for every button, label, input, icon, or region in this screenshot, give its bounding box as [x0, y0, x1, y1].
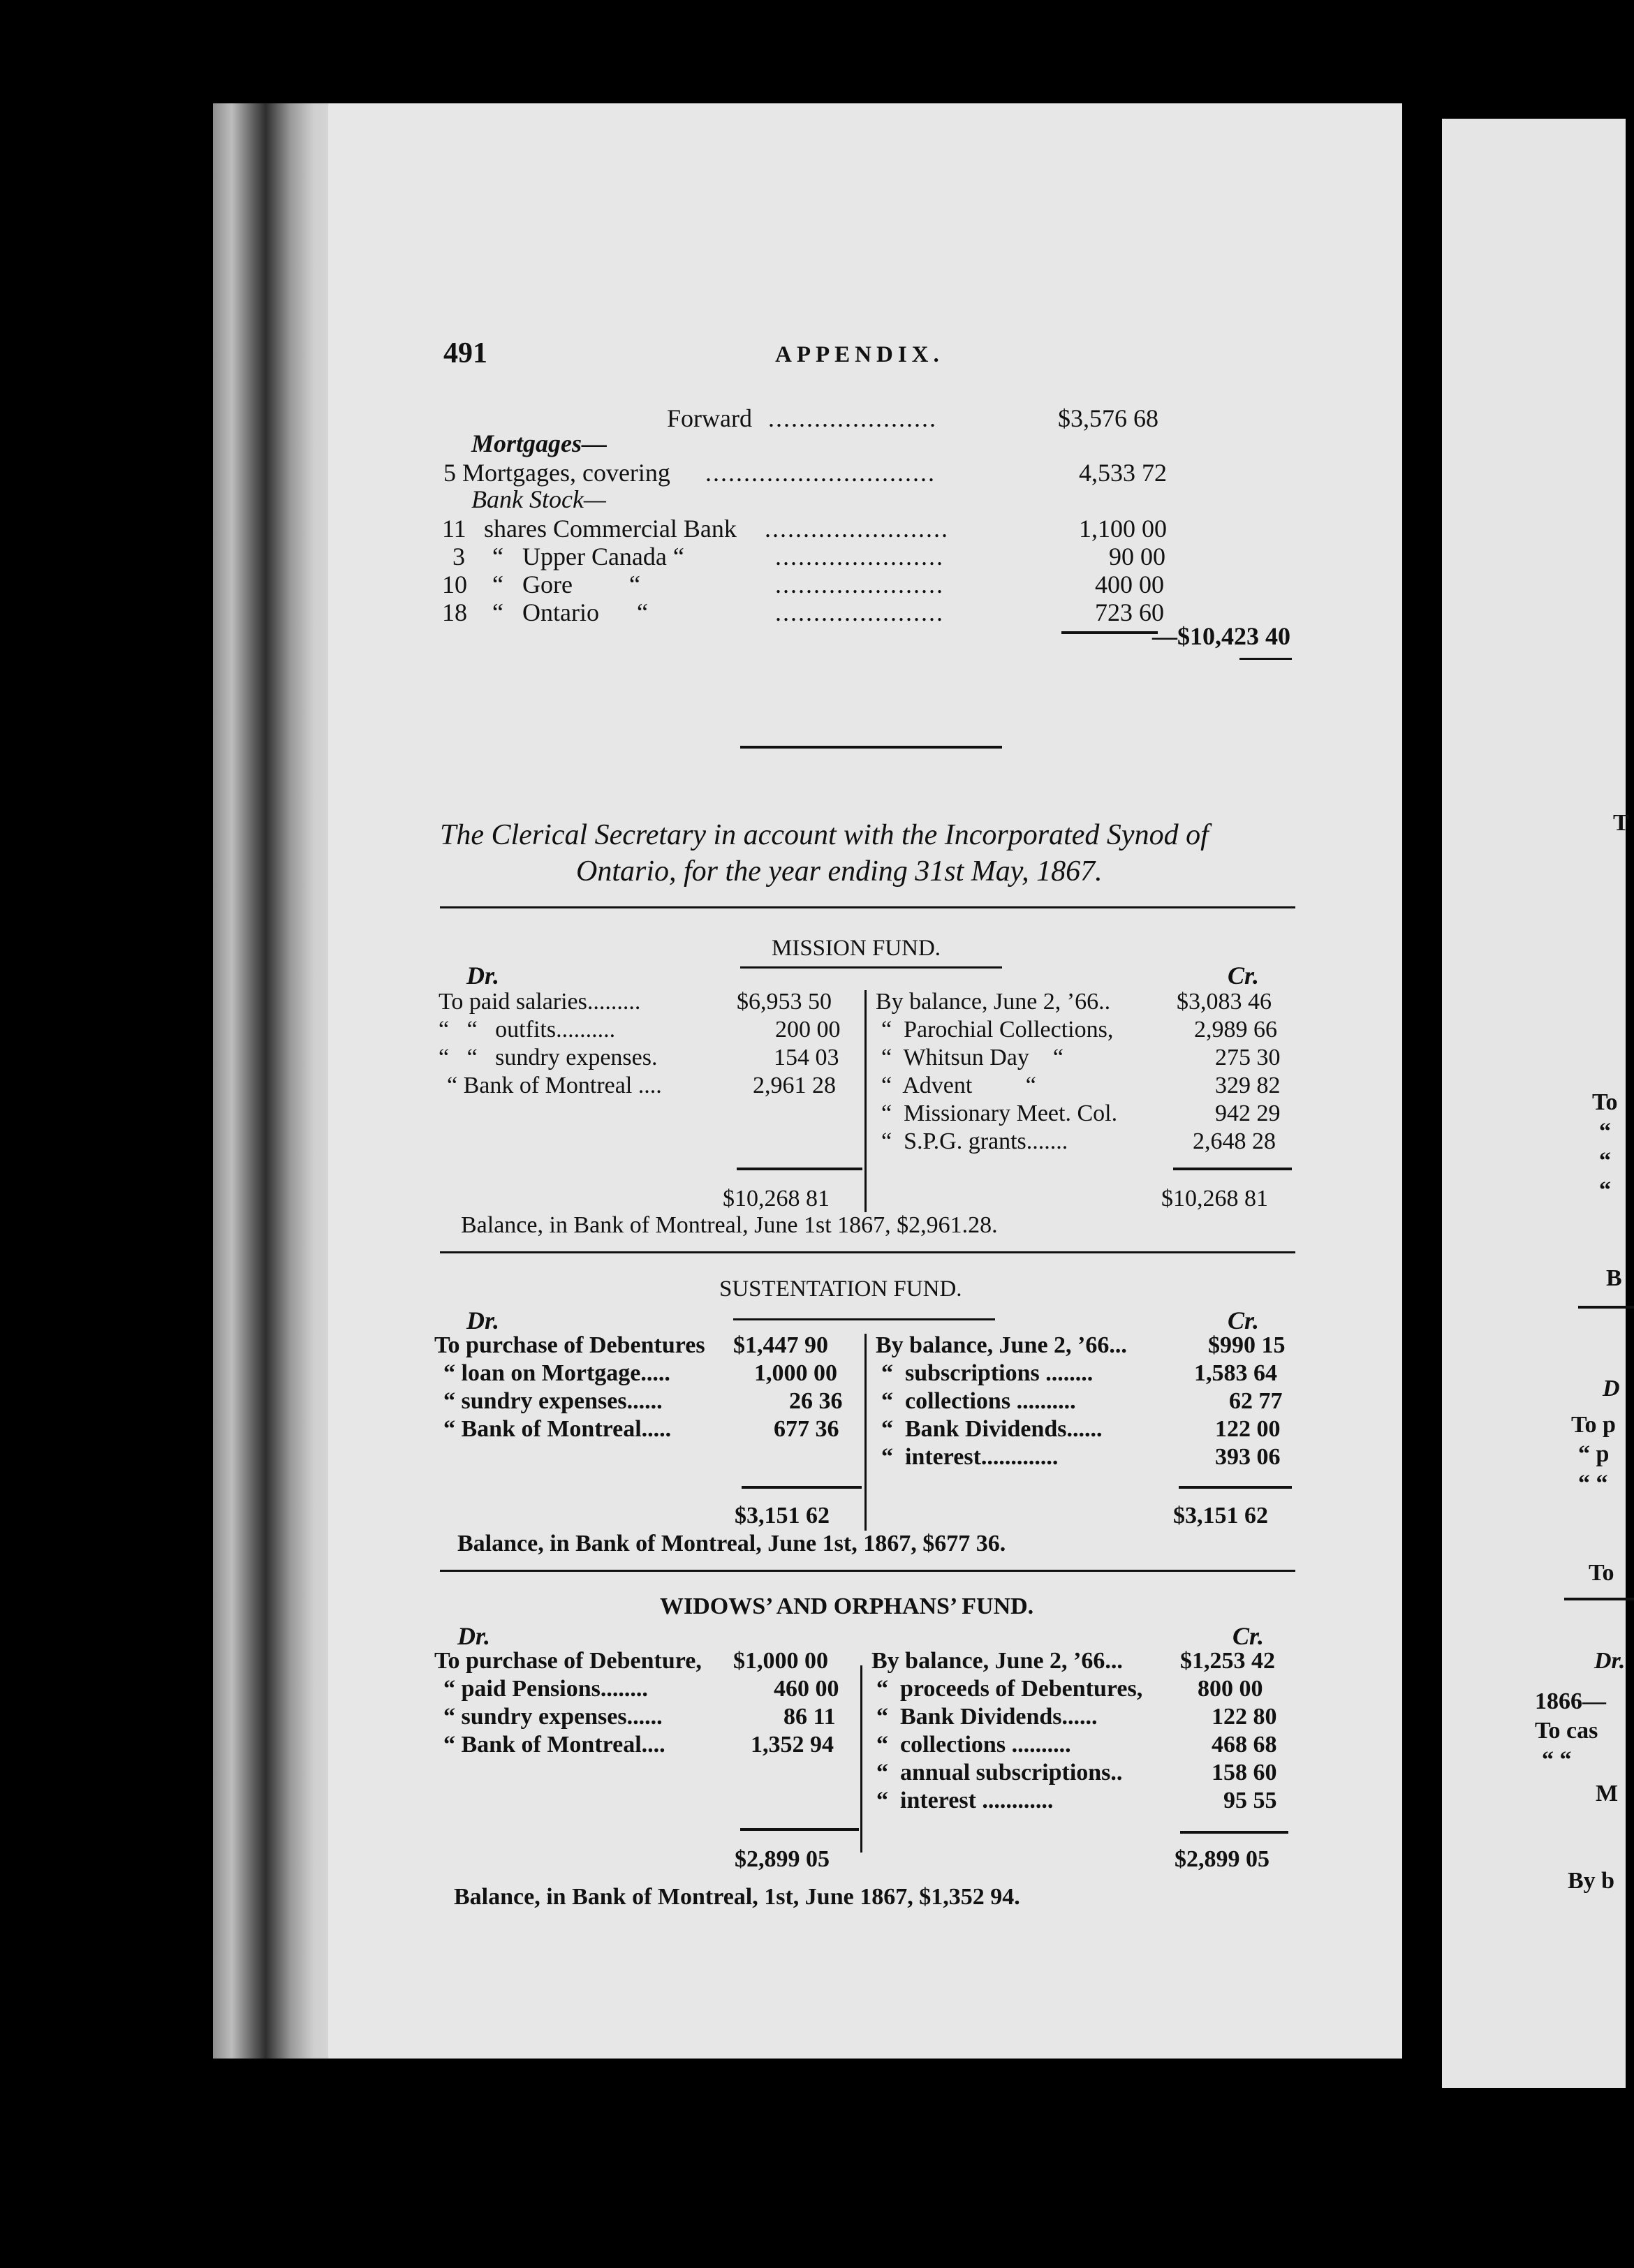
credit-amount: 2,648 28 [1193, 1128, 1276, 1154]
facing-fragment: “ [1599, 1119, 1611, 1144]
debit-amount: 154 03 [774, 1045, 839, 1070]
credit-amount: 2,989 66 [1194, 1017, 1277, 1043]
credit-amount: 62 77 [1229, 1388, 1283, 1414]
debit-label: “ loan on Mortgage..... [443, 1360, 670, 1386]
credit-label: “ S.P.G. grants....... [881, 1128, 1068, 1154]
credit-amount: 942 29 [1215, 1100, 1281, 1126]
credit-amount: 95 55 [1223, 1788, 1277, 1813]
book-spine [213, 103, 339, 2059]
facing-fragment: To [1589, 1560, 1614, 1586]
facing-fragment: By b [1568, 1868, 1615, 1894]
facing-fragment: M [1596, 1781, 1619, 1806]
credit-label: “ Whitsun Day “ [881, 1045, 1063, 1070]
debit-amount: 677 36 [774, 1416, 839, 1442]
mortgages-line-label: 5 Mortgages, covering [443, 459, 670, 487]
share-desc: “ Upper Canada “ [492, 543, 684, 570]
debit-label: “ paid Pensions........ [443, 1676, 648, 1702]
total-dr: $10,268 81 [723, 1186, 830, 1212]
credit-label: By balance, June 2, ’66... [876, 1332, 1127, 1358]
facing-fragment: “ p [1578, 1441, 1610, 1467]
share-amount: 90 00 [1109, 543, 1165, 570]
total-cr: $2,899 05 [1175, 1846, 1269, 1872]
fund-title: WIDOWS’ AND ORPHANS’ FUND. [660, 1593, 1034, 1619]
share-desc: “ Gore “ [492, 570, 640, 598]
fund-rule [440, 1251, 1295, 1253]
running-title: APPENDIX. [775, 342, 944, 367]
account-title-line1: The Clerical Secretary in account with the Incorporated Synod of [440, 819, 1209, 851]
fund-balance: Balance, in Bank of Montreal, June 1st 1867, $2,961.28. [461, 1212, 998, 1238]
debit-label: To paid salaries......... [439, 989, 641, 1015]
debit-amount: $1,000 00 [733, 1648, 828, 1674]
mortgages-line-amount: 4,533 72 [1079, 459, 1167, 487]
facing-fragment: To [1592, 1089, 1618, 1115]
total-dr: $3,151 62 [735, 1503, 830, 1529]
share-amount: 1,100 00 [1079, 515, 1167, 543]
debit-label: To purchase of Debentures [434, 1332, 705, 1358]
facing-fragment: To p [1571, 1412, 1616, 1438]
credit-label: “ Bank Dividends...... [881, 1416, 1103, 1442]
debit-amount: 86 11 [783, 1704, 836, 1730]
dr-heading: Dr. [466, 1306, 500, 1334]
credit-label: “ collections .......... [881, 1388, 1076, 1414]
investments-total: —$10,423 40 [1152, 622, 1290, 650]
fund-balance: Balance, in Bank of Montreal, 1st, June 1867, $1,352 94. [454, 1884, 1020, 1910]
total-rule [742, 1486, 862, 1489]
dr-heading: Dr. [466, 962, 500, 989]
facing-fragment: T [1613, 810, 1629, 836]
credit-label: “ interest ............ [876, 1788, 1054, 1813]
credit-amount: 329 82 [1215, 1073, 1281, 1098]
debit-label: To purchase of Debenture, [434, 1648, 702, 1674]
credit-amount: 1,583 64 [1194, 1360, 1277, 1386]
total-cr: $3,151 62 [1173, 1503, 1268, 1529]
debit-amount: 2,961 28 [753, 1073, 836, 1098]
double-rule [1239, 658, 1292, 660]
cr-heading: Cr. [1228, 1306, 1260, 1334]
credit-amount: 468 68 [1212, 1732, 1277, 1758]
debit-amount: 1,000 00 [754, 1360, 837, 1386]
debit-amount: 460 00 [774, 1676, 839, 1702]
facing-fragment: B [1606, 1265, 1622, 1291]
credit-label: “ Missionary Meet. Col. [881, 1100, 1118, 1126]
column-divider [864, 1334, 867, 1531]
dr-heading: Dr. [457, 1622, 491, 1650]
debit-amount: $1,447 90 [733, 1332, 828, 1358]
total-rule [740, 1828, 859, 1831]
share-count: 10 [442, 570, 467, 598]
facing-fragment: “ [1599, 1148, 1611, 1174]
facing-fragment: “ [1599, 1177, 1611, 1203]
account-title-line2: Ontario, for the year ending 31st May, 1867. [576, 855, 1103, 888]
section-divider [740, 746, 1002, 749]
credit-amount: $3,083 46 [1177, 989, 1272, 1015]
credit-amount: $990 15 [1208, 1332, 1286, 1358]
facing-page [1442, 119, 1629, 2088]
facing-fragment: Dr. [1594, 1648, 1626, 1674]
credit-amount: 122 80 [1212, 1704, 1277, 1730]
mortgages-heading: Mortgages— [471, 429, 608, 457]
fund-title: SUSTENTATION FUND. [719, 1276, 962, 1302]
credit-label: By balance, June 2, ’66... [871, 1648, 1123, 1674]
facing-fragment: To cas [1535, 1718, 1598, 1744]
share-desc: shares Commercial Bank [484, 515, 737, 543]
total-rule [1173, 1168, 1292, 1170]
credit-label: “ annual subscriptions.. [876, 1760, 1123, 1785]
credit-label: “ interest............. [881, 1444, 1059, 1470]
debit-amount: 26 36 [789, 1388, 843, 1414]
share-desc: “ Ontario “ [492, 598, 648, 626]
total-cr: $10,268 81 [1161, 1186, 1268, 1212]
debit-label: “ sundry expenses...... [443, 1704, 663, 1730]
facing-fragment: D [1603, 1376, 1620, 1401]
share-amount: 723 60 [1095, 598, 1164, 626]
total-rule [1179, 1486, 1292, 1489]
sum-rule [1061, 631, 1158, 634]
facing-fragment: “ “ [1578, 1471, 1608, 1496]
debit-label: “ “ outfits.......... [439, 1017, 616, 1043]
credit-label: “ Bank Dividends...... [876, 1704, 1098, 1730]
fund-rule [440, 906, 1295, 908]
share-count: 18 [442, 598, 467, 626]
forward-label: Forward [667, 404, 752, 432]
forward-amount: $3,576 68 [1058, 404, 1158, 432]
credit-label: “ Advent “ [881, 1073, 1036, 1098]
debit-label: “ sundry expenses...... [443, 1388, 663, 1414]
cr-heading: Cr. [1228, 962, 1260, 989]
credit-label: “ collections .......... [876, 1732, 1071, 1758]
share-count: 3 [452, 543, 465, 570]
share-count: 11 [442, 515, 466, 543]
fund-balance: Balance, in Bank of Montreal, June 1st, 1867, $677 36. [457, 1531, 1006, 1556]
debit-label: “ Bank of Montreal.... [443, 1732, 665, 1758]
total-rule [1180, 1831, 1288, 1834]
credit-amount: 122 00 [1215, 1416, 1281, 1442]
column-divider [864, 990, 867, 1212]
fund-title: MISSION FUND. [772, 936, 941, 961]
total-dr: $2,899 05 [735, 1846, 830, 1872]
credit-amount: 275 30 [1215, 1045, 1281, 1070]
debit-label: “ “ sundry expenses. [439, 1045, 658, 1070]
credit-amount: $1,253 42 [1180, 1648, 1275, 1674]
share-amount: 400 00 [1095, 570, 1164, 598]
facing-fragment: 1866— [1535, 1688, 1606, 1714]
debit-amount: 1,352 94 [751, 1732, 834, 1758]
debit-label: “ Bank of Montreal .... [447, 1073, 662, 1098]
page-number: 491 [443, 337, 487, 369]
fund-rule [440, 1570, 1295, 1572]
credit-amount: 158 60 [1212, 1760, 1277, 1785]
facing-fragment: “ “ [1542, 1747, 1572, 1773]
debit-amount: 200 00 [775, 1017, 841, 1043]
bank-stock-heading: Bank Stock— [471, 485, 606, 513]
debit-label: “ Bank of Montreal..... [443, 1416, 672, 1442]
credit-label: By balance, June 2, ’66.. [876, 989, 1111, 1015]
cr-heading: Cr. [1232, 1622, 1265, 1650]
total-rule [737, 1168, 862, 1170]
credit-label: “ proceeds of Debentures, [876, 1676, 1143, 1702]
debit-amount: $6,953 50 [737, 989, 832, 1015]
credit-amount: 393 06 [1215, 1444, 1281, 1470]
column-divider [860, 1665, 862, 1853]
credit-label: “ Parochial Collections, [881, 1017, 1114, 1043]
credit-amount: 800 00 [1198, 1676, 1263, 1702]
credit-label: “ subscriptions ........ [881, 1360, 1094, 1386]
